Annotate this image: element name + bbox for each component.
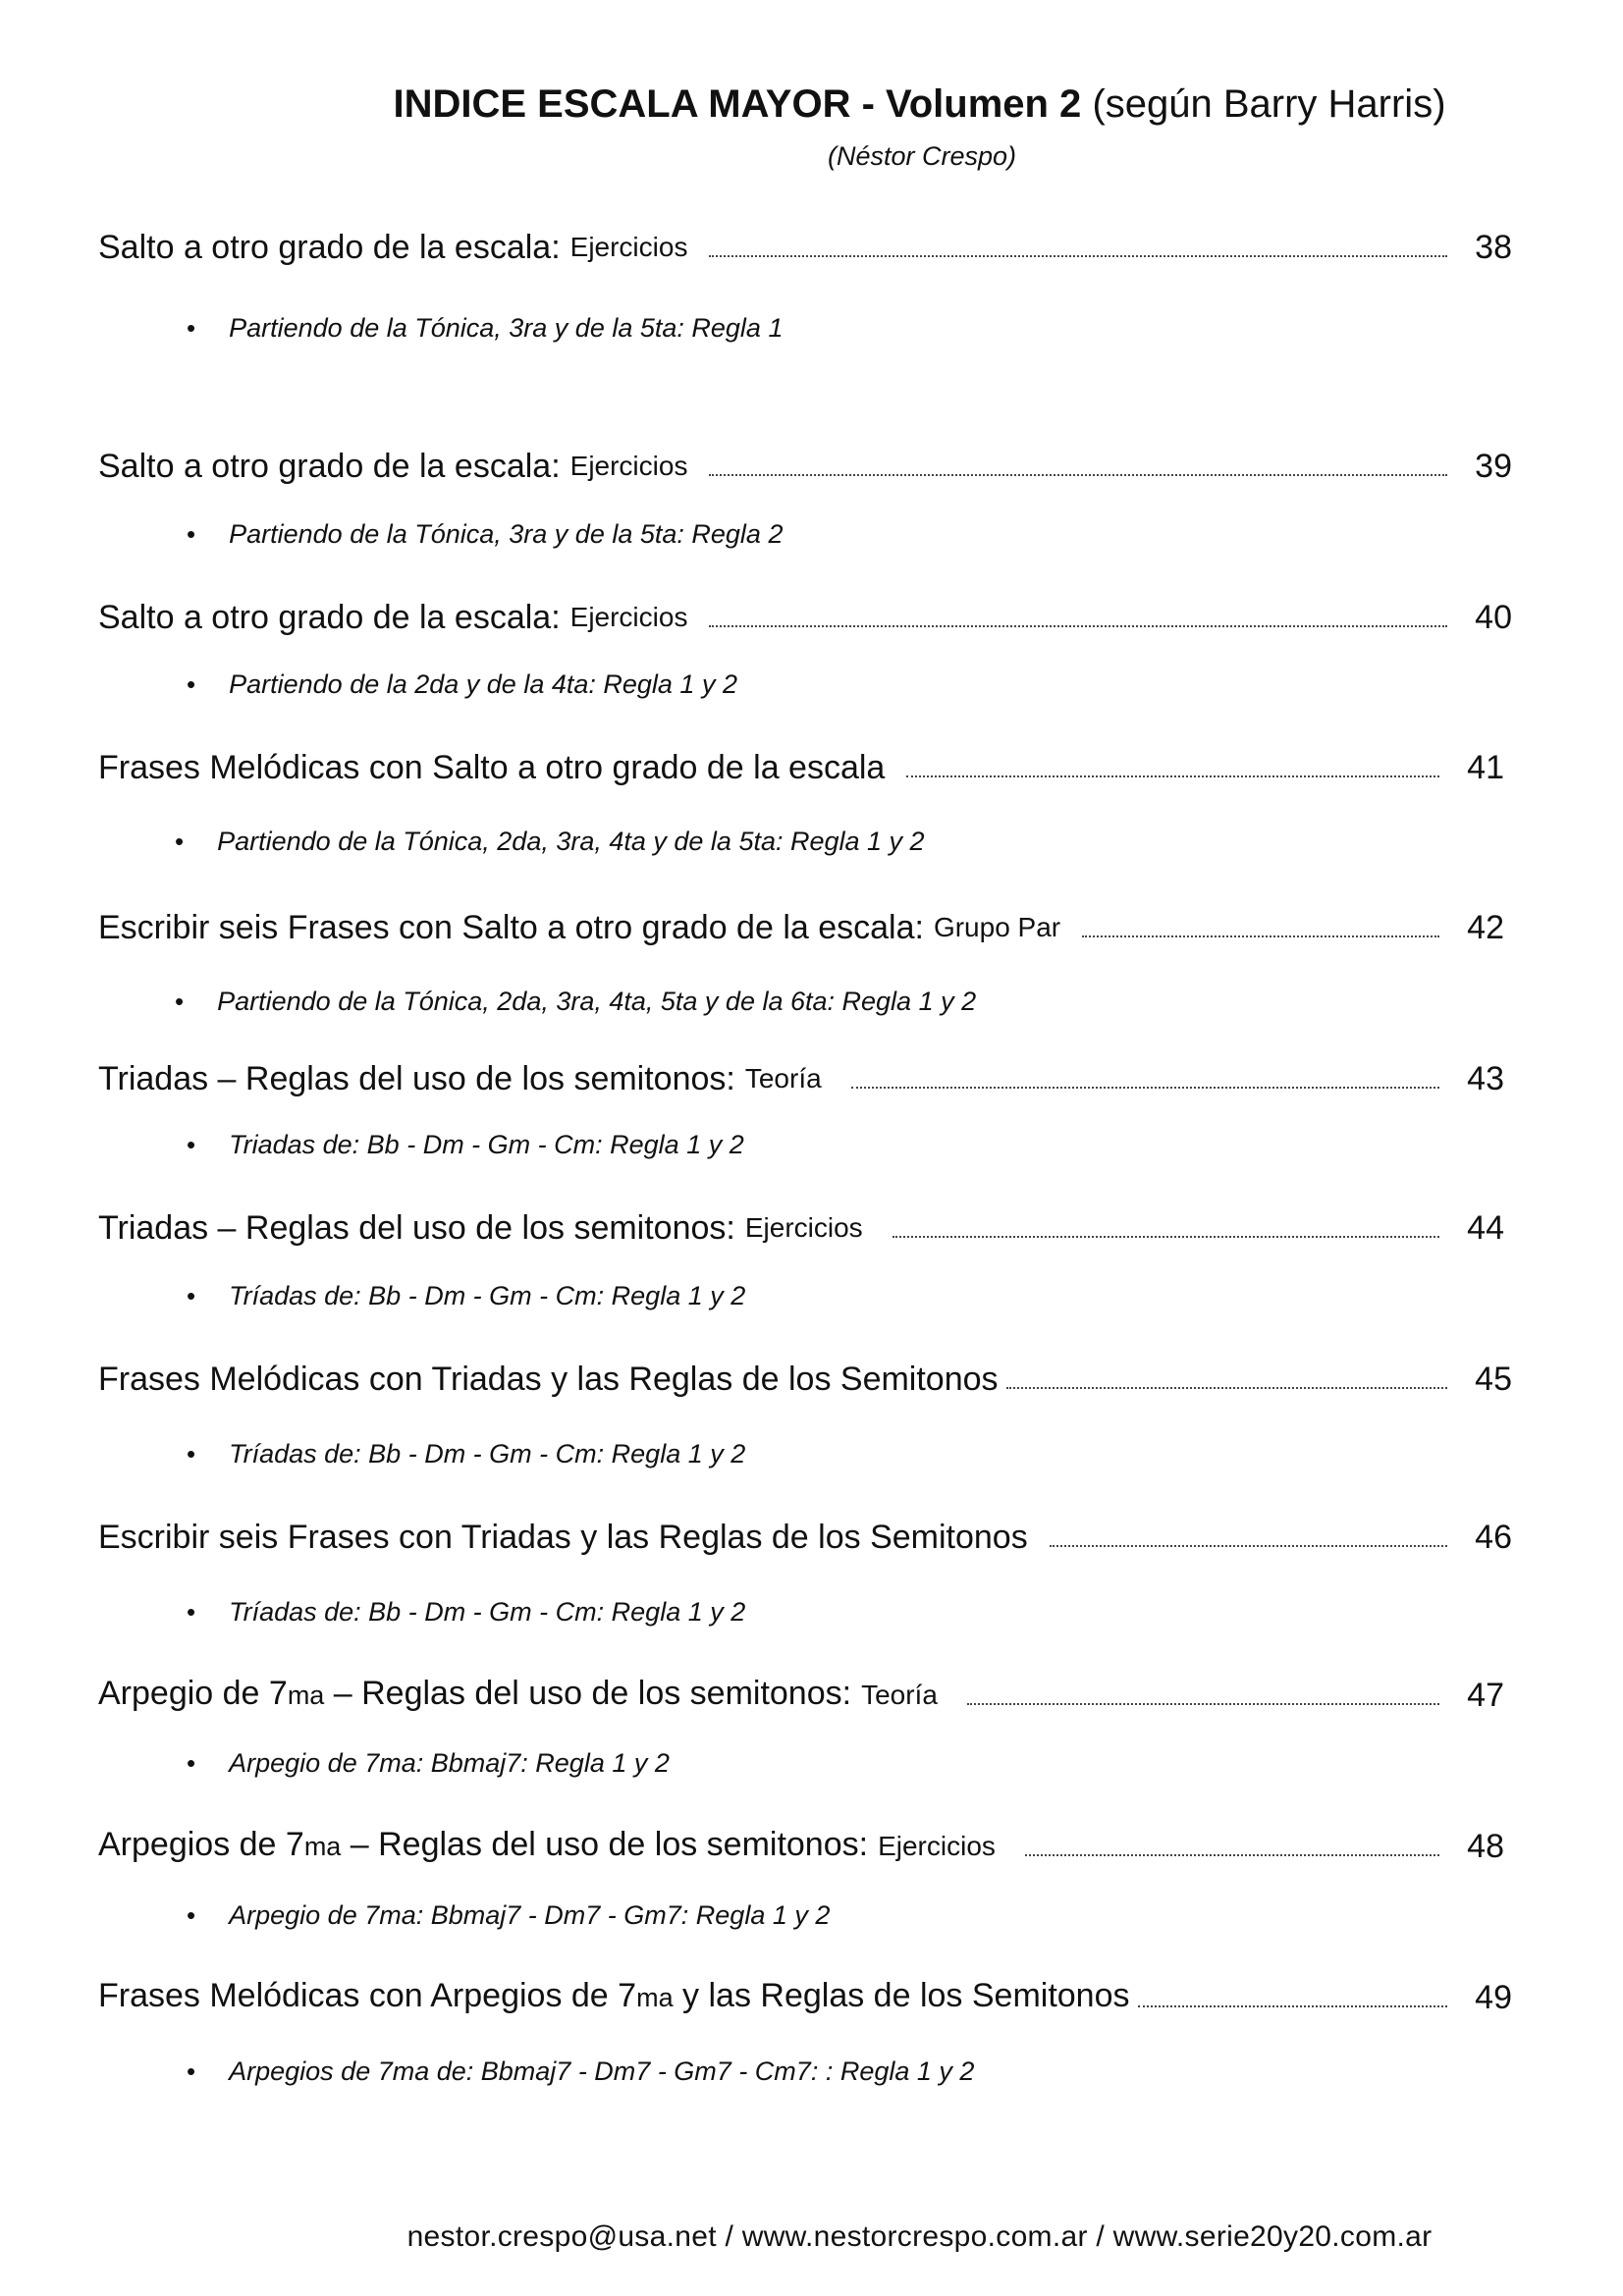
page-number: 48 — [1467, 1828, 1504, 1865]
dot-leader — [709, 255, 1447, 257]
bullet-icon: • — [187, 2056, 196, 2086]
subitem-text: Partiendo de la 2da y de la 4ta: Regla 1 y 2 — [229, 669, 737, 699]
subitem-text: Tríadas de: Bb - Dm - Gm - Cm: Regla 1 y 2 — [229, 1597, 746, 1627]
bullet-icon: • — [187, 1439, 196, 1468]
subitem-text: Partiendo de la Tónica, 2da, 3ra, 4ta y de la 5ta: Regla 1 y 2 — [217, 827, 925, 856]
bullet-icon: • — [187, 519, 196, 549]
dot-leader — [1006, 1387, 1447, 1389]
toc-entry[interactable] — [98, 447, 1512, 486]
page-number: 45 — [1475, 1361, 1512, 1398]
dot-leader — [851, 1087, 1439, 1089]
entry-tag: Ejercicios — [744, 1212, 863, 1243]
author: (Néstor Crespo) — [827, 141, 1017, 171]
dot-leader — [1025, 1854, 1439, 1856]
page-number: 40 — [1475, 599, 1512, 636]
dot-leader — [967, 1703, 1439, 1705]
page-title — [0, 82, 1623, 127]
entry-title — [98, 1674, 851, 1715]
title-bold: INDICE ESCALA MAYOR - Volumen 2 — [393, 82, 1082, 126]
dot-leader — [1050, 1545, 1447, 1547]
dot-leader — [709, 625, 1447, 627]
page-number: 41 — [1467, 749, 1504, 786]
superscript: ma — [636, 1983, 674, 2012]
page-number: 46 — [1475, 1519, 1512, 1556]
entry-title-part: Arpegio de 7 — [98, 1675, 288, 1712]
page-number: 47 — [1467, 1677, 1504, 1714]
toc-subitem — [187, 1746, 670, 1780]
dot-leader — [906, 775, 1439, 777]
entry-title — [98, 1976, 1130, 2017]
toc-entry[interactable] — [98, 1827, 1504, 1866]
subitem-text: Arpegios de 7ma de: Bbmaj7 - Dm7 - Gm7 - Cm7: : Regla 1 y 2 — [229, 2056, 975, 2086]
dot-leader — [893, 1236, 1439, 1238]
footer-contact: nestor.crespo@usa.net / www.nestorcrespo.com.ar / www.serie20y20.com.ar — [406, 2220, 1433, 2253]
entry-tag: Grupo Par — [933, 912, 1061, 942]
subitem-text: Partiendo de la Tónica, 3ra y de la 5ta: Regla 2 — [229, 519, 784, 549]
entry-title: Salto a otro grado de la escala: — [98, 599, 561, 636]
toc-subitem — [187, 667, 737, 701]
bullet-icon: • — [187, 1597, 196, 1627]
subitem-text: Triadas de: Bb - Dm - Gm - Cm: Regla 1 y 2 — [229, 1130, 744, 1159]
bullet-icon: • — [187, 1130, 196, 1159]
entry-title-part: – Reglas del uso de los semitonos: — [324, 1675, 852, 1712]
bullet-icon: • — [187, 1900, 196, 1930]
entry-title: Frases Melódicas con Salto a otro grado de la escala — [98, 749, 886, 786]
page-number: 38 — [1475, 229, 1512, 266]
toc-entry[interactable] — [98, 1208, 1504, 1248]
entry-title: Triadas – Reglas del uso de los semitonos: — [98, 1060, 735, 1097]
toc-subitem — [187, 1437, 745, 1470]
toc-subitem — [187, 2055, 974, 2088]
dot-leader — [1138, 2005, 1448, 2007]
entry-title-part: y las Reglas de los Semitonos — [673, 1977, 1130, 2014]
entry-title: Salto a otro grado de la escala: — [98, 448, 561, 485]
toc-entry[interactable] — [98, 1978, 1512, 2017]
bullet-icon: • — [187, 1281, 196, 1310]
subitem-text: Partiendo de la Tónica, 3ra y de la 5ta: Regla 1 — [229, 313, 784, 343]
subitem-text: Tríadas de: Bb - Dm - Gm - Cm: Regla 1 y 2 — [229, 1281, 746, 1310]
toc-subitem — [187, 1898, 830, 1932]
toc-entry[interactable] — [98, 1518, 1512, 1557]
superscript: ma — [287, 1681, 325, 1710]
entry-title-part: Arpegios de 7 — [98, 1826, 304, 1863]
bullet-icon: • — [175, 987, 185, 1016]
dot-leader — [709, 474, 1447, 476]
entry-title — [98, 1825, 868, 1866]
toc-subitem — [187, 1128, 744, 1161]
toc-entry[interactable] — [98, 1059, 1504, 1098]
entry-title: Escribir seis Frases con Triadas y las Reglas de los Semitonos — [98, 1519, 1028, 1556]
subitem-text: Arpegio de 7ma: Bbmaj7: Regla 1 y 2 — [229, 1748, 670, 1778]
toc-subitem — [175, 825, 925, 858]
bullet-icon: • — [187, 1748, 196, 1778]
toc-subitem — [175, 985, 976, 1018]
dot-leader — [1082, 935, 1439, 937]
toc-entry[interactable] — [98, 1676, 1504, 1715]
title-rest: (según Barry Harris) — [1092, 82, 1446, 126]
entry-tag: Ejercicios — [878, 1831, 996, 1861]
toc-entry[interactable] — [98, 598, 1512, 637]
page-number: 44 — [1467, 1209, 1504, 1247]
subitem-text: Arpegio de 7ma: Bbmaj7 - Dm7 - Gm7: Regla 1 y 2 — [229, 1900, 831, 1930]
toc-entry[interactable] — [98, 228, 1512, 267]
entry-title-part: Frases Melódicas con Arpegios de 7 — [98, 1977, 637, 2014]
subitem-text: Partiendo de la Tónica, 2da, 3ra, 4ta, 5ta y de la 6ta: Regla 1 y 2 — [217, 987, 977, 1016]
page-number: 39 — [1475, 448, 1512, 485]
bullet-icon: • — [187, 669, 196, 699]
entry-tag: Teoría — [861, 1680, 938, 1710]
toc-subitem — [187, 517, 783, 551]
toc-entry[interactable] — [98, 908, 1504, 947]
toc-subitem — [187, 311, 783, 345]
page-number: 43 — [1467, 1060, 1504, 1097]
entry-tag: Ejercicios — [569, 602, 688, 632]
page-number: 49 — [1475, 1979, 1512, 2016]
subitem-text: Tríadas de: Bb - Dm - Gm - Cm: Regla 1 y 2 — [229, 1439, 746, 1468]
entry-title: Triadas – Reglas del uso de los semitonos: — [98, 1209, 735, 1247]
entry-title: Escribir seis Frases con Salto a otro grado de la escala: — [98, 909, 924, 946]
bullet-icon: • — [175, 827, 185, 856]
toc-entry[interactable] — [98, 1360, 1512, 1399]
toc-entry[interactable] — [98, 748, 1504, 787]
superscript: ma — [303, 1832, 342, 1861]
entry-title-part: – Reglas del uso de los semitonos: — [341, 1826, 869, 1863]
entry-tag: Ejercicios — [569, 232, 688, 262]
entry-tag: Teoría — [744, 1063, 822, 1094]
toc-subitem — [187, 1595, 745, 1629]
toc-subitem — [187, 1279, 745, 1312]
entry-tag: Ejercicios — [569, 451, 688, 481]
page-number: 42 — [1467, 909, 1504, 946]
bullet-icon: • — [187, 313, 196, 343]
entry-title: Salto a otro grado de la escala: — [98, 229, 561, 266]
entry-title: Frases Melódicas con Triadas y las Reglas de los Semitonos — [98, 1361, 999, 1398]
